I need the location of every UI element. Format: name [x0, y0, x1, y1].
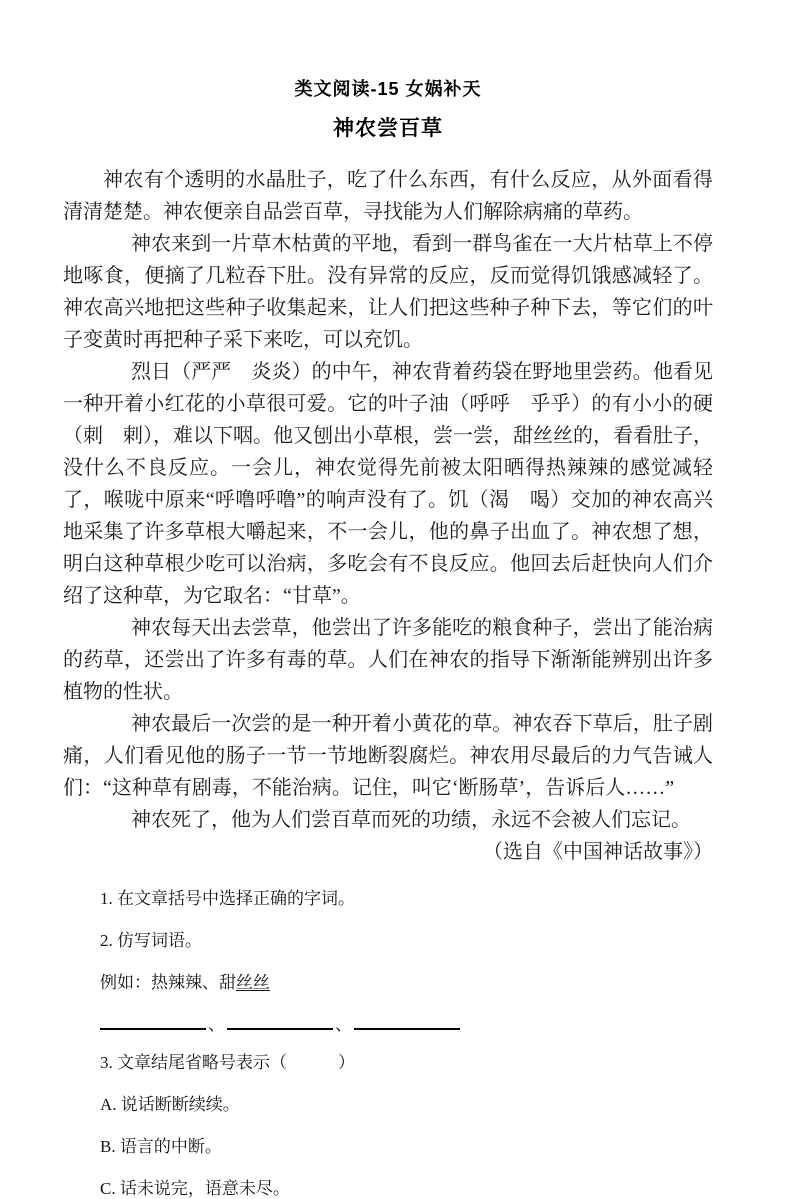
question-3: 3. 文章结尾省略号表示（ ） [100, 1053, 355, 1072]
question-2-example [100, 972, 713, 993]
passage-source: （选自《中国神话故事》） [483, 841, 713, 863]
blank-separator: 、 [335, 1015, 352, 1034]
question-3-option-b: B. 语言的中断。 [100, 1137, 222, 1156]
questions-section [100, 888, 713, 1199]
answer-blank-1 [100, 1014, 206, 1030]
example-underlined-text: 丝丝 [236, 973, 270, 992]
passage-paragraph-3: 烈日（严严 炎炎）的中午，神农背着药袋在野地里尝药。他看见一种开着小红花的小草很可爱。它的叶子油（呼呼 乎乎）的有小小的硬（刺 剌），难以下咽。他又刨出小草根，尝一尝，甜丝丝的，看看肚子，没什么不良反应。一会儿，神农觉得先前被太阳晒得热辣辣的感觉减轻了，喉咙中原来“呼噜呼噜”的响声没有了。饥（渴 喝）交加的神农高兴地采集了许多草根大嚼起来，不一会儿，他的鼻子出血了。神农想了想，明白这种草根少吃可以治病，多吃会有不良反应。他回去后赶快向人们介绍了这种草，为它取名：“甘草”。 [63, 361, 713, 607]
passage-paragraph-6: 神农死了，他为人们尝百草而死的功绩，永远不会被人们忘记。 [131, 809, 691, 831]
blank-separator: 、 [208, 1015, 225, 1034]
passage-title: 神农尝百草 [333, 117, 443, 140]
question-2-answer-blanks [100, 1014, 713, 1035]
passage-paragraph-1: 神农有个透明的水晶肚子，吃了什么东西，有什么反应，从外面看得清清楚楚。神农便亲自品尝百草，寻找能为人们解除病痛的草药。 [63, 169, 713, 223]
question-3-option-c: C. 话未说完，语意未尽。 [100, 1179, 290, 1198]
answer-blank-3 [354, 1014, 460, 1030]
question-2: 2. 仿写词语。 [100, 931, 202, 950]
passage-paragraph-2: 神农来到一片草木枯黄的平地，看到一群鸟雀在一大片枯草上不停地啄食，便摘了几粒吞下肚。没有异常的反应，反而觉得饥饿感减轻了。神农高兴地把这些种子收集起来，让人们把这些种子种下去，等它们的叶子变黄时再把种子采下来吃，可以充饥。 [63, 233, 713, 351]
question-1: 1. 在文章括号中选择正确的字词。 [100, 889, 355, 908]
page-title: 类文阅读-15 女娲补天 [294, 79, 482, 99]
passage-body [63, 164, 713, 836]
passage-paragraph-5: 神农最后一次尝的是一种开着小黄花的草。神农吞下草后，肚子剧痛，人们看见他的肠子一节一节地断裂腐烂。神农用尽最后的力气告诫人们：“这种草有剧毒，不能治病。记住，叫它‘断肠草’，告诉后人……” [63, 713, 713, 799]
example-text: 例如：热辣辣、甜 [100, 973, 236, 992]
answer-blank-2 [227, 1014, 333, 1030]
passage-paragraph-4: 神农每天出去尝草，他尝出了许多能吃的粮食种子，尝出了能治病的药草，还尝出了许多有毒的草。人们在神农的指导下渐渐能辨别出许多植物的性状。 [63, 617, 713, 703]
question-3-option-a: A. 说话断断续续。 [100, 1095, 240, 1114]
